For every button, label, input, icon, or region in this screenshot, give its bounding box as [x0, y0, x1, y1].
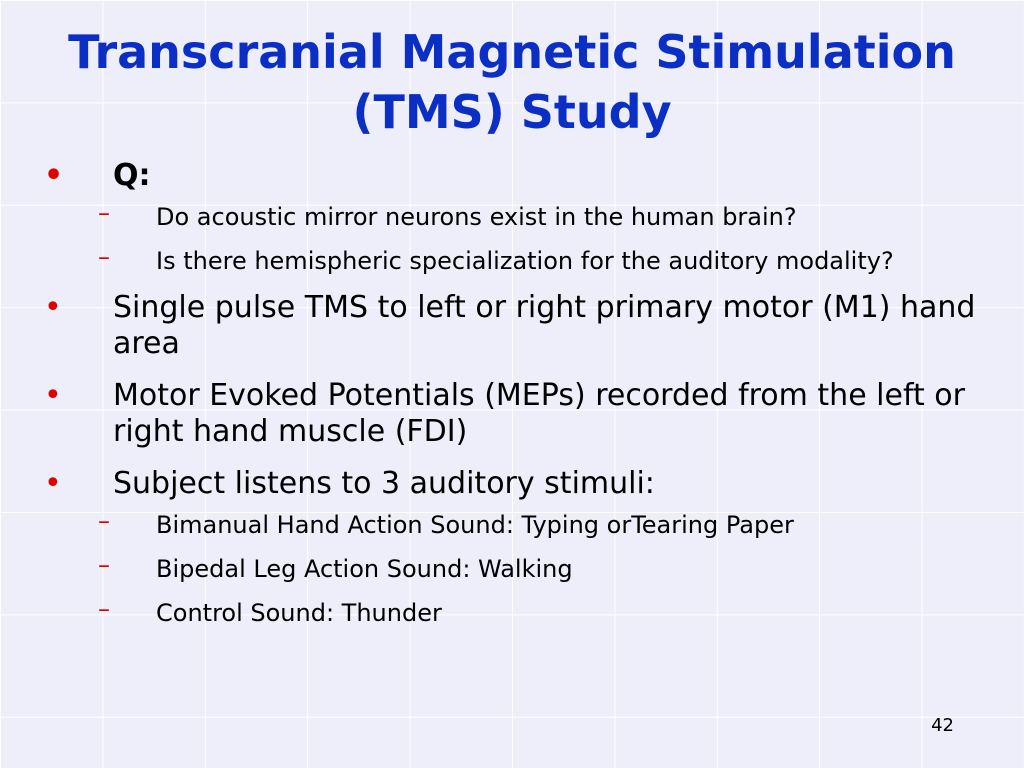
- dash-icon: –: [98, 199, 110, 227]
- sub-bullet-text: Bimanual Hand Action Sound: Typing orTearing Paper: [156, 511, 794, 539]
- bullet-dot-icon: •: [44, 158, 64, 193]
- slide-body: [40, 158, 1000, 642]
- bullet-stimuli: [40, 466, 1000, 502]
- bullet-dot-icon: •: [44, 378, 62, 413]
- bullet-dot-icon: •: [44, 466, 62, 501]
- sub-bullet-text: Is there hemispheric specialization for the auditory modality?: [156, 247, 894, 275]
- bullet-question: [40, 158, 1000, 194]
- sub-bullet-text: Control Sound: Thunder: [156, 599, 442, 627]
- sub-bullet-control: [40, 595, 1000, 628]
- bullet-dot-icon: •: [44, 290, 62, 325]
- bullet-text: Single pulse TMS to left or right primary motor (M1) hand area: [113, 290, 976, 361]
- sub-bullet-bipedal: [40, 551, 1000, 584]
- page-number: 42: [931, 715, 954, 736]
- bullet-text: Q:: [113, 158, 151, 193]
- title-line-2: (TMS) Study: [352, 85, 672, 139]
- dash-icon: –: [98, 507, 110, 535]
- bullet-single-pulse: [40, 290, 1000, 362]
- dash-icon: –: [98, 551, 110, 579]
- dash-icon: –: [98, 595, 110, 623]
- sub-bullet-text: Do acoustic mirror neurons exist in the human brain?: [156, 203, 797, 231]
- sub-bullet-hemispheric: [40, 243, 936, 276]
- slide-title: [0, 22, 1024, 142]
- sub-bullet-mirror-neurons: [40, 199, 1000, 232]
- sub-bullet-bimanual: [40, 507, 1000, 540]
- bullet-meps: [40, 378, 1000, 450]
- title-line-1: Transcranial Magnetic Stimulation: [68, 25, 956, 79]
- sub-bullet-text: Bipedal Leg Action Sound: Walking: [156, 555, 573, 583]
- bullet-text: Motor Evoked Potentials (MEPs) recorded from the left or right hand muscle (FDI): [113, 378, 965, 449]
- dash-icon: –: [98, 243, 110, 271]
- bullet-text: Subject listens to 3 auditory stimuli:: [113, 466, 655, 501]
